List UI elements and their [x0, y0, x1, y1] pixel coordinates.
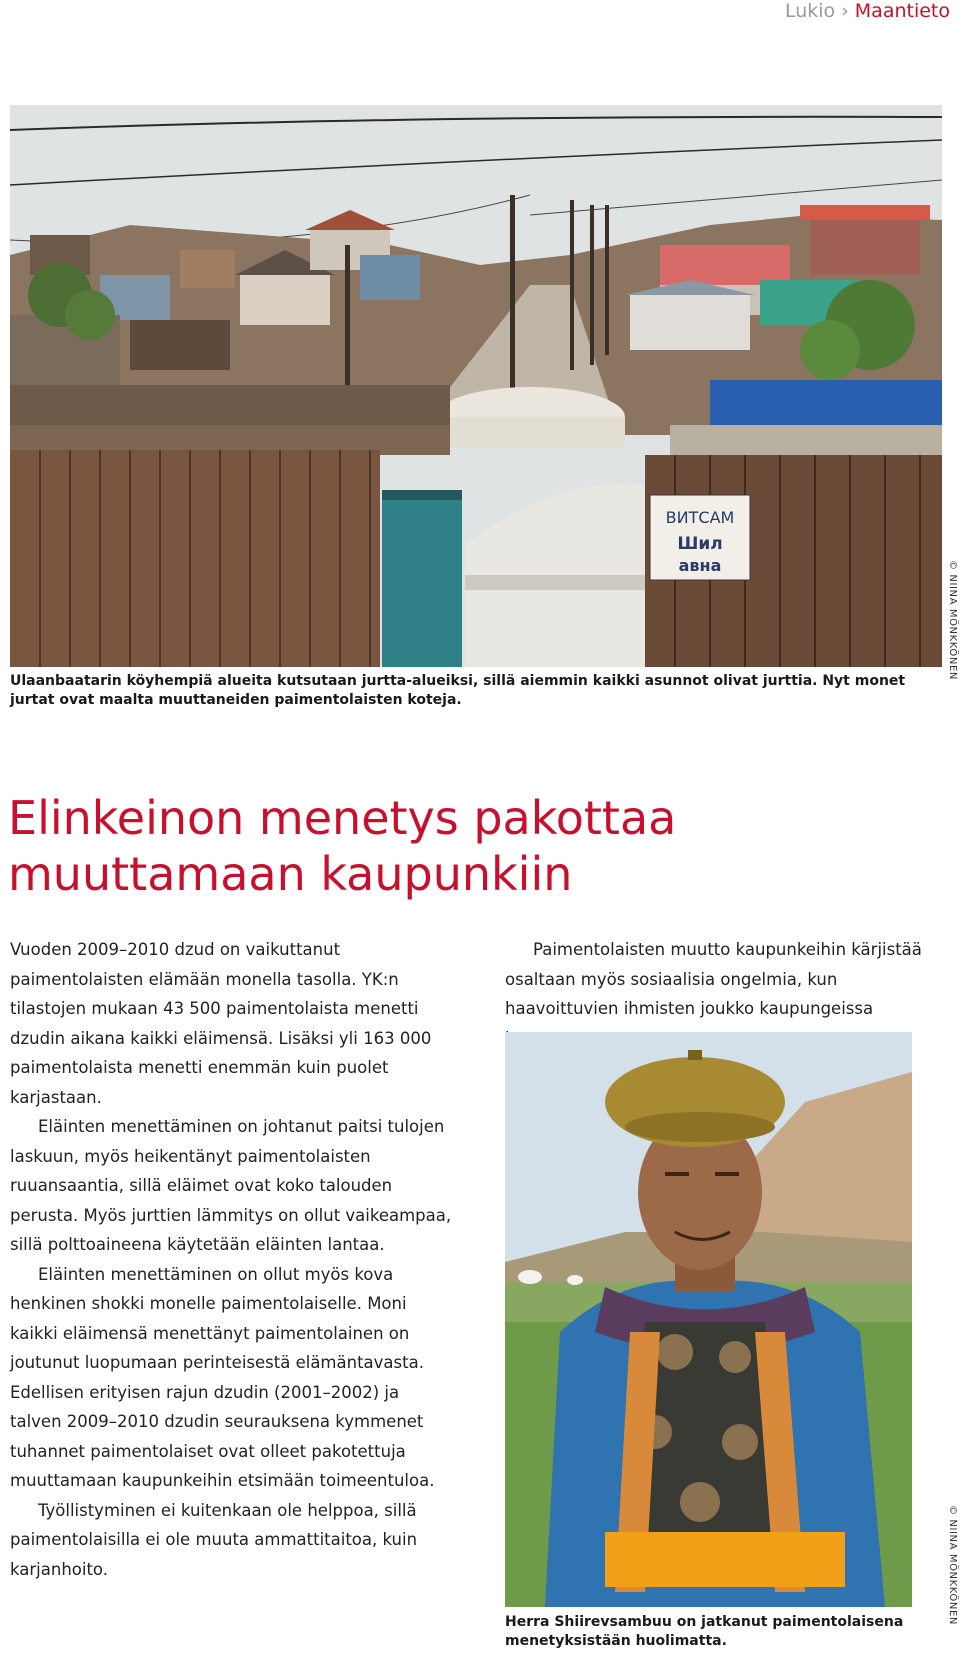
- photo-credit-portrait: © NIINA MÖNKKÖNEN: [947, 1505, 958, 1625]
- sign-text-2: Шил: [677, 534, 723, 554]
- breadcrumb-parent[interactable]: Lukio: [784, 0, 836, 22]
- headline-line-2: muuttamaan kaupunkiin: [8, 847, 573, 901]
- breadcrumb: [785, 0, 950, 26]
- paragraph: Työllistyminen ei kuitenkaan ole helppoa, sillä paimentolaisilla ei ole muuta ammattitaitoa, kuin karjanhoito.: [10, 1500, 418, 1579]
- headline-line-1: Elinkeinon menetys pakottaa: [8, 791, 677, 845]
- photo-credit-top: © NIINA MÖNKKÖNEN: [947, 560, 958, 680]
- paragraph: Vuoden 2009–2010 dzud on vaikuttanut paimentolaisten elämään monella tasolla. YK:n tilastojen mukaan 43 500 paimentolaista menetti dzudin aikana kaikki eläimensä. Lisäksi yli 163 000 paimentolaista menetti enemmän kuin puolet karjastaan.: [10, 940, 432, 1107]
- portrait-photo: [505, 1032, 912, 1607]
- breadcrumb-current[interactable]: Maantieto: [854, 0, 950, 22]
- photo-caption-portrait: Herra Shiirevsambuu on jatkanut paimentolaisena menetyksistään huolimatta.: [505, 1614, 904, 1649]
- sign-text-1: ВИТСАМ: [665, 508, 735, 527]
- article-headline: [8, 790, 768, 902]
- ger-district-photo: [10, 105, 942, 667]
- photo-caption-top: Ulaanbaatarin köyhempiä alueita kutsutaan jurtta-alueiksi, sillä aiemmin kaikki asunnot olivat jurttia. Nyt monet jurtat ovat maalta muuttaneiden paimentolaisten koteja.: [10, 673, 906, 708]
- paragraph: Paimentolaisten muutto kaupunkeihin kärjistää osaltaan myös sosiaalisia ongelmia, kun haavoittuvien ihmisten joukko kaupungeissa: [505, 940, 922, 1018]
- sign-text-3: авна: [678, 556, 722, 575]
- article-body-left: [10, 935, 455, 1584]
- breadcrumb-separator: ›: [841, 0, 849, 22]
- paragraph: Eläinten menettäminen on johtanut paitsi tulojen laskuun, myös heikentänyt paimentolaisten ruuansaantia, sillä eläimet ovat koko talouden perusta. Myös jurttien lämmitys on ollut vaikeampaa, sillä polttoaineena käytetään eläinten lantaa.: [10, 1117, 452, 1254]
- paragraph: Eläinten menettäminen on ollut myös kova henkinen shokki monelle paimentolaiselle. Moni kaikki eläimensä menettänyt paimentolainen on joutunut luopumaan perinteisestä elämäntavasta. Edellisen erityisen rajun dzudin (2001–2002) ja talven 2009–2010 dzudin seurauksena kymmenet tuhannet paimentolaiset ovat olleet pakotettuja muuttamaan kaupunkeihin etsimään toimeentuloa.: [10, 1264, 435, 1490]
